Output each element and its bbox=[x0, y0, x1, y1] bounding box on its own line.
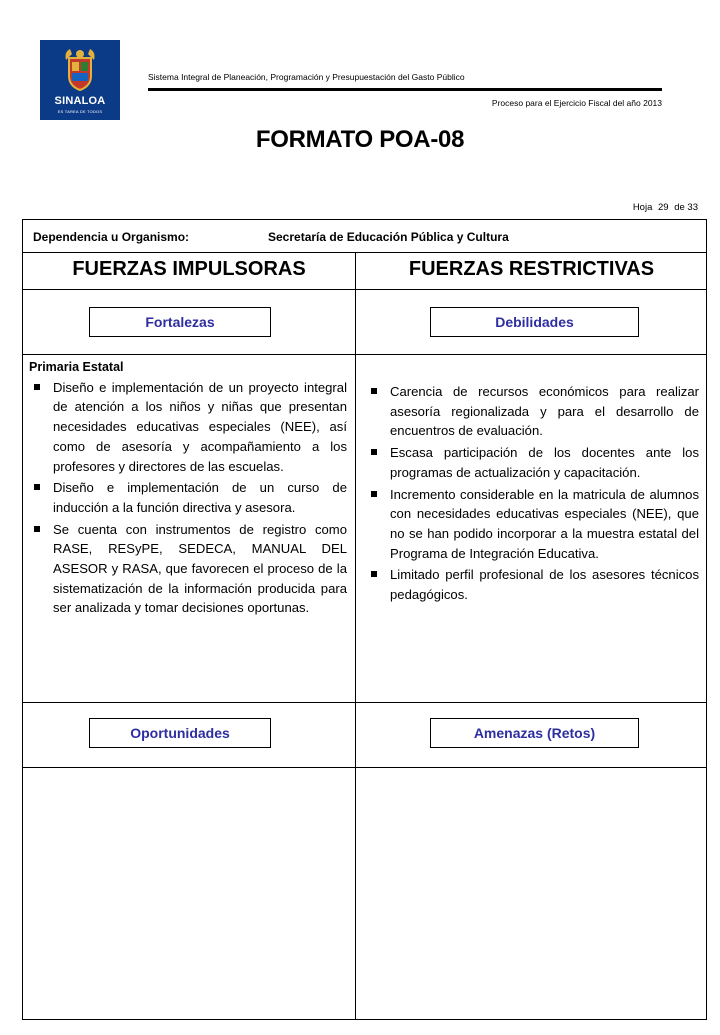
weakness-text: Incremento considerable en la matricula de alumnos con necesidades educativas especiales (NEE), que no se han podido incorporar a la muestra estatal del Programa de Integración Educativa. bbox=[390, 486, 699, 561]
system-title: Sistema Integral de Planeación, Programación y Presupuestación del Gasto Público bbox=[148, 72, 465, 82]
weakness-text: Carencia de recursos económicos para realizar asesoría regionalizada y para el desarrollo de encuentros de evaluación. bbox=[390, 384, 699, 439]
dependency-value: Secretaría de Educación Pública y Cultura bbox=[268, 230, 509, 244]
list-item bbox=[29, 478, 347, 517]
opportunities-box: Oportunidades bbox=[89, 718, 271, 748]
list-item bbox=[29, 520, 347, 619]
list-item bbox=[366, 382, 699, 441]
bullet-icon bbox=[371, 388, 377, 394]
coat-of-arms-icon bbox=[62, 46, 98, 92]
strength-text: Diseño e implementación de un proyecto integral de atención a los niños y niñas que presentan necesidades educativas especiales (NEE), así como de asesoría y acompañamiento a los profesores y directores de las escuelas. bbox=[53, 379, 347, 474]
list-item bbox=[366, 565, 699, 604]
sheet-label: Hoja bbox=[632, 202, 653, 213]
bullet-icon bbox=[34, 384, 40, 390]
strengths-list bbox=[29, 378, 347, 618]
row-divider bbox=[23, 702, 706, 703]
column-header-restrictivas: FUERZAS RESTRICTIVAS bbox=[408, 258, 655, 280]
strength-text: Diseño e implementación de un curso de inducción a la función directiva y asesora. bbox=[53, 480, 347, 515]
strengths-subtitle: Primaria Estatal bbox=[29, 360, 124, 374]
weaknesses-list bbox=[366, 382, 699, 605]
strength-text: Se cuenta con instrumentos de registro como RASE, RESyPE, SEDECA, MANUAL DEL ASESOR y RASA, que favorecen el proceso de la sistematización de la información producida para ser analizada y tomar decisiones oportunas. bbox=[53, 521, 347, 616]
list-item bbox=[366, 443, 699, 482]
bullet-icon bbox=[34, 526, 40, 532]
page-title: FORMATO POA-08 bbox=[255, 126, 465, 153]
list-item bbox=[29, 378, 347, 477]
row-divider bbox=[23, 354, 706, 355]
list-item bbox=[366, 485, 699, 564]
process-label: Proceso para el Ejercicio Fiscal del año 2013 bbox=[491, 98, 662, 108]
logo-name: SINALOA bbox=[54, 95, 106, 107]
column-header-impulsoras: FUERZAS IMPULSORAS bbox=[72, 258, 306, 280]
row-divider bbox=[23, 289, 706, 290]
bullet-icon bbox=[371, 491, 377, 497]
threats-box: Amenazas (Retos) bbox=[430, 718, 639, 748]
row-divider bbox=[23, 767, 706, 768]
dependency-row bbox=[33, 230, 509, 244]
sheet-total: de 33 bbox=[674, 202, 698, 213]
sheet-number: 29 bbox=[658, 202, 669, 213]
header-rule bbox=[148, 88, 662, 91]
dependency-label: Dependencia u Organismo: bbox=[33, 230, 190, 244]
strengths-cell bbox=[29, 358, 347, 620]
column-divider bbox=[355, 252, 356, 1019]
logo-motto: ES TAREA DE TODOS bbox=[57, 109, 103, 114]
weakness-text: Escasa participación de los docentes ante los programas de actualización y capacitación. bbox=[390, 445, 699, 480]
sinaloa-logo bbox=[40, 40, 120, 120]
sheet-counter bbox=[630, 202, 698, 213]
row-divider bbox=[23, 252, 706, 253]
poa-table bbox=[22, 219, 707, 1020]
bullet-icon bbox=[34, 484, 40, 490]
bullet-icon bbox=[371, 449, 377, 455]
bullet-icon bbox=[371, 571, 377, 577]
strengths-box: Fortalezas bbox=[89, 307, 271, 337]
weaknesses-box: Debilidades bbox=[430, 307, 639, 337]
weaknesses-cell bbox=[366, 382, 699, 607]
weakness-text: Limitado perfil profesional de los asesores técnicos pedagógicos. bbox=[390, 567, 699, 603]
